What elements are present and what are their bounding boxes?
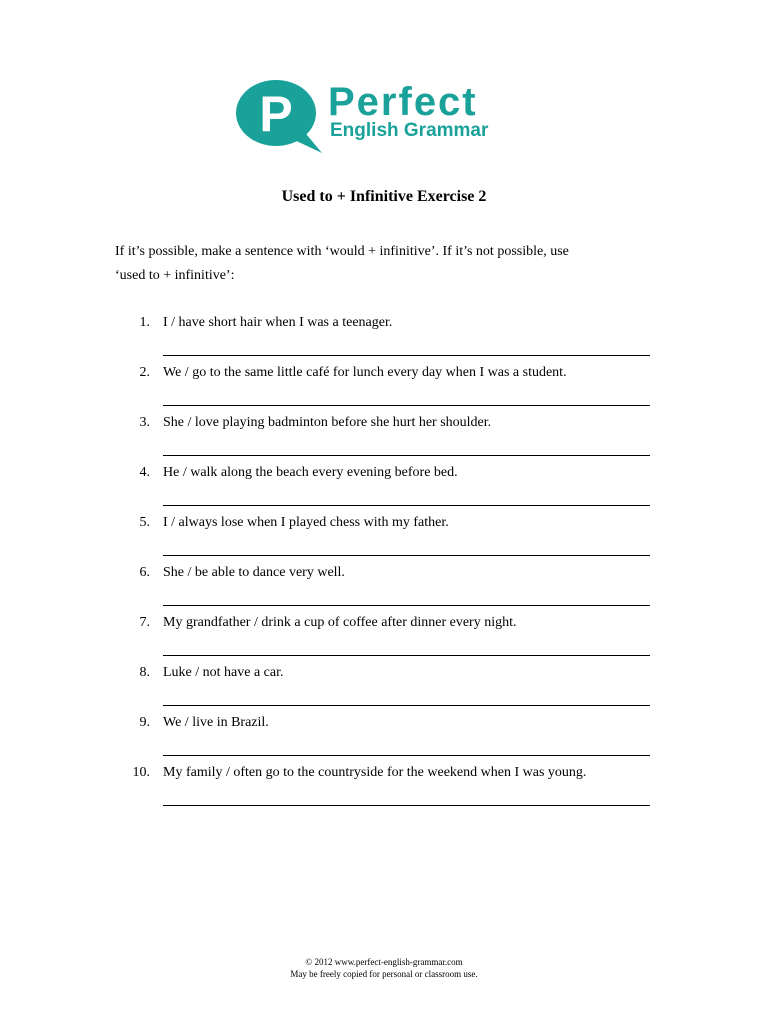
question-item <box>0 415 768 465</box>
question-number: 2. <box>139 365 150 380</box>
question-number: 5. <box>139 515 150 530</box>
logo <box>236 79 526 153</box>
answer-line[interactable] <box>163 805 650 806</box>
question-item <box>0 715 768 765</box>
question-text: Luke / not have a car. <box>163 665 284 680</box>
instructions-line-2: ‘used to + infinitive’: <box>115 268 235 283</box>
logo-word: Perfect <box>328 80 478 124</box>
answer-line[interactable] <box>163 455 650 456</box>
question-text: We / live in Brazil. <box>163 715 269 730</box>
question-number: 9. <box>139 715 150 730</box>
question-item <box>0 515 768 565</box>
logo-subtitle: English Grammar <box>330 120 489 141</box>
answer-line[interactable] <box>163 605 650 606</box>
question-number: 1. <box>139 315 150 330</box>
answer-line[interactable] <box>163 505 650 506</box>
instructions <box>115 240 655 288</box>
footer-copyright: © 2012 www.perfect-english-grammar.com <box>305 957 463 967</box>
question-item <box>0 315 768 365</box>
question-number: 8. <box>139 665 150 680</box>
question-number: 6. <box>139 565 150 580</box>
answer-line[interactable] <box>163 755 650 756</box>
question-item <box>0 765 768 815</box>
speech-bubble-icon <box>236 79 326 153</box>
logo-mark: P <box>259 86 293 142</box>
page-title: Used to + Infinitive Exercise 2 <box>281 188 487 205</box>
question-text: I / always lose when I played chess with my father. <box>163 515 449 530</box>
question-item <box>0 565 768 615</box>
question-text: She / love playing badminton before she hurt her shoulder. <box>163 415 492 430</box>
question-text: My family / often go to the countryside for the weekend when I was young. <box>163 765 587 780</box>
question-number: 3. <box>139 415 150 430</box>
question-text: I / have short hair when I was a teenager. <box>163 315 393 330</box>
question-text: He / walk along the beach every evening before bed. <box>163 465 458 480</box>
question-number: 10. <box>132 765 150 780</box>
question-text: My grandfather / drink a cup of coffee after dinner every night. <box>163 615 517 630</box>
answer-line[interactable] <box>163 555 650 556</box>
question-text: We / go to the same little café for lunch every day when I was a student. <box>163 365 567 380</box>
question-text: She / be able to dance very well. <box>163 565 345 580</box>
answer-line[interactable] <box>163 655 650 656</box>
question-number: 4. <box>139 465 150 480</box>
question-number: 7. <box>139 615 150 630</box>
answer-line[interactable] <box>163 405 650 406</box>
question-item <box>0 665 768 715</box>
footer-license: May be freely copied for personal or classroom use. <box>290 969 478 979</box>
instructions-line-1: If it’s possible, make a sentence with ‘would + infinitive’. If it’s not possible, use <box>115 244 569 259</box>
answer-line[interactable] <box>163 355 650 356</box>
answer-line[interactable] <box>163 705 650 706</box>
footer <box>0 956 768 980</box>
question-item <box>0 615 768 665</box>
question-item <box>0 365 768 415</box>
question-item <box>0 465 768 515</box>
